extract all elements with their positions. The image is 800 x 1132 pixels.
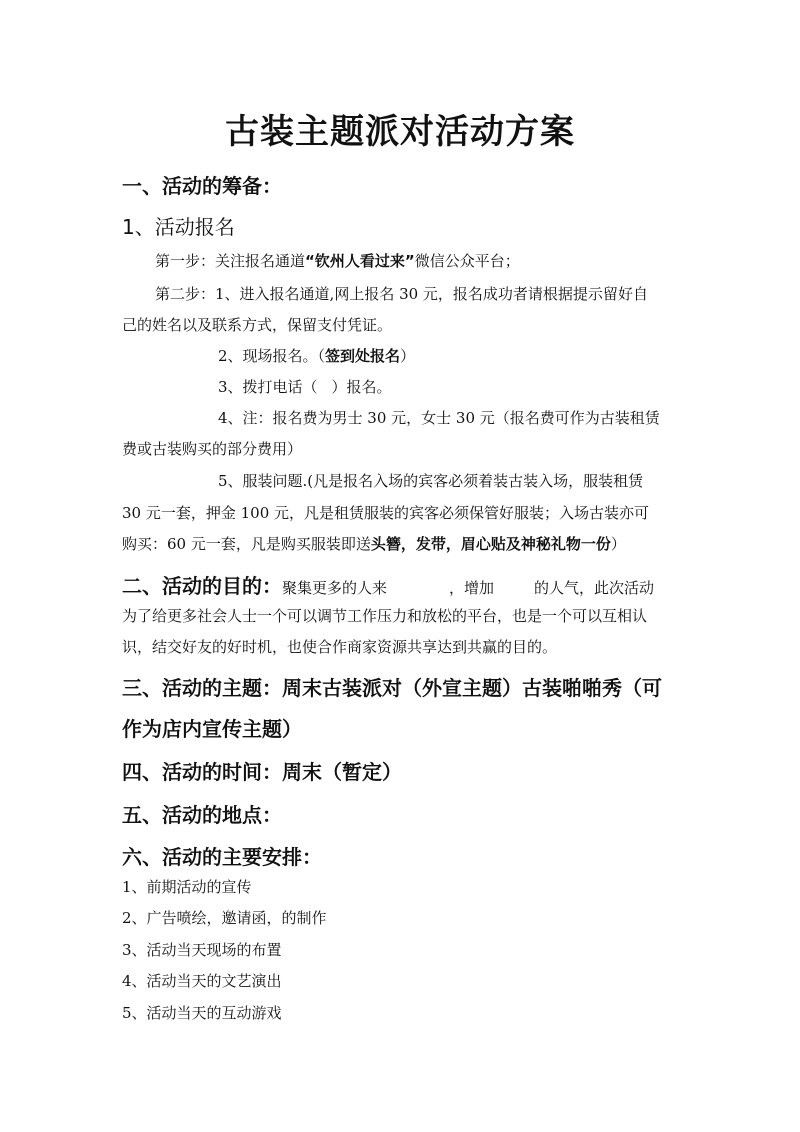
section-2-heading: 二、活动的目的：	[122, 574, 282, 598]
section-2-line-2: 为了给更多社会人士一个可以调节工作压力和放松的平台，也是一个可以互相认	[122, 607, 648, 625]
item5-line-1: 5、服装问题.(凡是报名入场的宾客必须着装古装入场，服装租赁	[218, 472, 644, 490]
item4-line-2: 费或古装购买的部分费用）	[122, 440, 303, 458]
section-4-heading: 四、活动的时间：周末（暂定）	[122, 760, 402, 784]
list-item: 2、广告喷绘，邀请函，的制作	[122, 909, 327, 927]
item2-prefix: 2、现场报名。（	[218, 347, 326, 365]
list-item: 1、前期活动的宣传	[122, 878, 252, 896]
document-title: 古装主题派对活动方案	[225, 112, 575, 152]
section-2-line-1	[122, 570, 654, 599]
item5-line-3-suffix: ）	[610, 535, 626, 553]
step1-line	[155, 251, 520, 271]
list-item: 5、活动当天的互动游戏	[122, 1004, 282, 1022]
item5-line-3-prefix: 购买：60 元一套，凡是购买服装即送	[122, 535, 371, 553]
item4-line-1: 4、注：报名费为男士 30 元，女士 30 元（报名费可作为古装租赁	[218, 409, 660, 427]
section-2-text-a: 聚集更多的人来	[282, 579, 388, 597]
item5-line-2: 30 元一套，押金 100 元，凡是租赁服装的宾客必须保管好服装；入场古装亦可	[122, 504, 650, 522]
section-6-heading: 六、活动的主要安排：	[122, 845, 322, 869]
step1-channel-name: “钦州人看过来”	[305, 252, 415, 270]
step1-prefix: 第一步：关注报名通道	[155, 252, 306, 270]
step2-line-2: 己的姓名以及联系方式，保留支付凭证。	[122, 316, 393, 334]
item2-suffix: ）	[400, 347, 416, 365]
list-item: 4、活动当天的文艺演出	[122, 972, 282, 990]
section-3-line-2: 作为店内宣传主题）	[122, 717, 302, 741]
section-3-line-1: 三、活动的主题：周末古装派对（外宣主题）古装啪啪秀（可	[122, 676, 662, 700]
item2-checkin: 签到处报名	[325, 347, 401, 365]
item5-gifts: 头簪，发带，眉心贴及神秘礼物一份	[370, 535, 611, 553]
section-1-sub-heading: 1、活动报名	[122, 215, 235, 239]
step2-line-1: 第二步：1、进入报名通道,网上报名 30 元，报名成功者请根据提示留好自	[155, 285, 648, 303]
section-5-heading: 五、活动的地点：	[122, 803, 282, 827]
section-2-text-b: ，增加	[449, 579, 495, 597]
section-1-heading: 一、活动的筹备：	[122, 174, 282, 198]
item2-line	[218, 346, 415, 366]
list-item: 3、活动当天现场的布置	[122, 941, 282, 959]
section-2-line-3: 识，结交好友的好时机，也使合作商家资源共享达到共赢的目的。	[122, 638, 558, 656]
item3-suffix: ）报名。	[331, 378, 392, 396]
section-2-text-c: 的人气，此次活动	[534, 579, 655, 597]
item3-prefix: 3、拨打电话（	[218, 378, 318, 396]
item5-line-3	[122, 534, 626, 554]
step1-suffix: 微信公众平台；	[414, 252, 520, 270]
item3-line	[218, 377, 392, 397]
